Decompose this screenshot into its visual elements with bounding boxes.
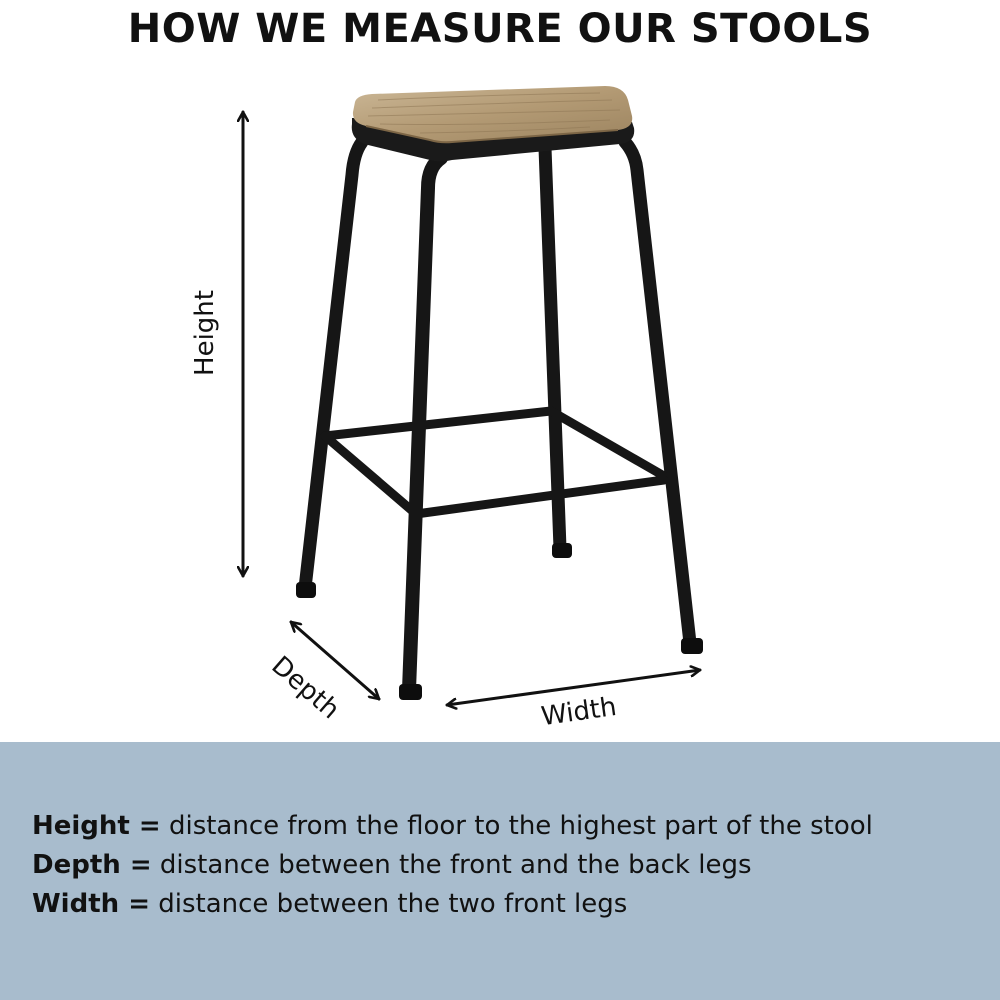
- definition-term: Width =: [32, 889, 150, 919]
- stool-footrests: [325, 411, 664, 514]
- definitions-panel: [0, 742, 1000, 1000]
- stool-front-foot: [399, 684, 422, 700]
- definition-height: [32, 807, 873, 846]
- definition-text: distance from the floor to the highest part of the stool: [168, 811, 873, 841]
- height-label: Height: [190, 290, 220, 376]
- definition-text: distance between the two front legs: [158, 889, 628, 919]
- width-label: Width: [539, 691, 619, 733]
- definition-depth: [32, 846, 873, 885]
- definition-term: Depth =: [32, 850, 152, 880]
- stool-illustration: [296, 86, 703, 700]
- depth-label: Depth: [265, 650, 345, 726]
- definitions-list: [32, 807, 873, 924]
- definition-term: Height =: [32, 811, 161, 841]
- stool-back-feet: [296, 543, 703, 654]
- definition-text: distance between the front and the back legs: [159, 850, 752, 880]
- definition-width: [32, 885, 873, 924]
- page-title: HOW WE MEASURE OUR STOOLS: [127, 6, 873, 52]
- stool-back-legs: [305, 142, 690, 643]
